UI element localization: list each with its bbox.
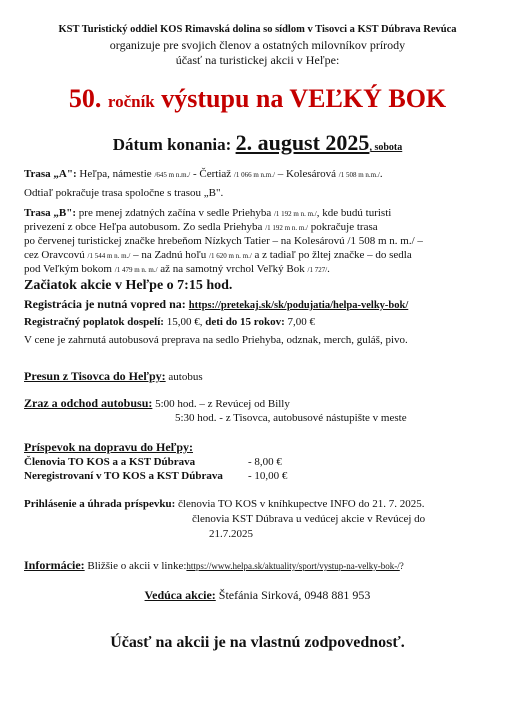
trasa-a-alt: /645 m n.m./	[154, 171, 191, 179]
contribution-label: Príspevok na dopravu do Heľpy:	[24, 440, 193, 454]
meeting-time-2: 5:30 hod. - z Tisovca, autobusové nástupište v meste	[175, 412, 407, 424]
trasa-b-text: privezení z obce Heľpa autobusom. Zo sedla Priehyba	[24, 221, 266, 233]
event-date	[0, 130, 515, 156]
contribution-nonmembers-price: - 10,00 €	[248, 470, 288, 482]
header-organizers: KST Turistický oddiel KOS Rimavská dolina so sídlom v Tisovci a KST Dúbrava Revúca	[58, 24, 457, 35]
leader-value: Štefánia Sirková, 0948 881 953	[215, 588, 371, 602]
trasa-b-alt: /1 620 m n. m./	[209, 252, 252, 260]
title-number: 50.	[68, 84, 102, 113]
trasa-b-alt: /1 192 m n. m./	[273, 210, 317, 218]
trasa-b-text: až na samotný vrchol Veľký Bok	[157, 263, 308, 275]
price-includes: V cene je zahrnutá autobusová preprava na sedlo Priehyba, odznak, merch, guláš, pivo.	[24, 334, 408, 346]
info-tail: ?	[399, 561, 404, 571]
signup-line-2: členovia KST Dúbrava u vedúcej akcie v Revúcej do	[192, 513, 426, 525]
signup-label: Prihlásenie a úhrada príspevku:	[24, 498, 176, 510]
info-link[interactable]: https://www.helpa.sk/aktuality/sport/vystup-na-velky-bok-/	[186, 561, 400, 571]
registration-label: Registrácia je nutná vopred na:	[24, 297, 186, 311]
trasa-a-alt: /1 508 m n.m./	[338, 171, 380, 179]
trasa-b-alt: /1 727/	[307, 266, 328, 274]
contribution-members-price: - 8,00 €	[248, 456, 282, 468]
signup	[24, 498, 425, 510]
trasa-b-label: Trasa „B":	[24, 207, 77, 219]
header-subtitle: organizuje pre svojich členov a ostatných milovníkov prírody	[109, 38, 406, 52]
date-label: Dátum konania:	[112, 135, 232, 154]
meeting	[24, 396, 290, 411]
meeting-time-1: 5:00 hod. – z Revúcej od Billy	[152, 398, 290, 410]
fee-child-label: deti do 15 rokov:	[205, 316, 285, 328]
trasa-b-text: , kde budú turisti	[316, 207, 392, 219]
trasa-b-text: a z tadiaľ po žltej značke – do sedla	[251, 249, 412, 261]
fee-child-value: 7,00 €	[284, 316, 316, 328]
trasa-b-line3: po červenej turistickej značke hrebeňom Nízkych Tatier – na Kolesárovú /1 508 m n. m./ –	[24, 235, 423, 247]
trasa-a-text: – Kolesárová	[274, 168, 339, 180]
trasa-b-text: pokračuje trasa	[307, 221, 378, 233]
trasa-b-line4	[24, 249, 412, 261]
trasa-a	[24, 168, 383, 180]
title-main: výstupu na VEĽKÝ BOK	[161, 84, 447, 113]
info-label: Informácie:	[24, 558, 85, 572]
info	[24, 558, 404, 573]
start-time: Začiatok akcie v Heľpe o 7:15 hod.	[24, 278, 233, 293]
info-text: Bližšie o akcii v linke:	[84, 560, 187, 572]
trasa-a-text: .	[379, 168, 383, 180]
meeting-label: Zraz a odchod autobusu:	[24, 396, 153, 410]
trasa-a-label: Trasa „A":	[24, 168, 77, 180]
trasa-b-text: pod Veľkým bokom	[24, 263, 115, 275]
trasa-b-text: pre menej zdatných začína v sedle Priehyba	[76, 207, 274, 219]
trasa-b-text: – na Zadnú hoľu	[130, 249, 210, 261]
contribution-members: Členovia TO KOS a a KST Dúbrava	[24, 456, 196, 468]
signup-line-3: 21.7.2025	[209, 528, 253, 540]
transfer	[24, 369, 203, 384]
event-title	[0, 84, 515, 114]
responsibility-notice: Účasť na akcii je na vlastnú zodpovednosť.	[110, 634, 405, 651]
trasa-b-text: cez Oravcovú	[24, 249, 88, 261]
transfer-label: Presun z Tisovca do Heľpy:	[24, 369, 166, 383]
trasa-b-line1	[24, 207, 391, 219]
trasa-a-text: Heľpa, námestie	[76, 168, 155, 180]
trasa-b-alt: /1 544 m n. m./	[87, 252, 131, 260]
fee-adult-label: Registračný poplatok dospelí:	[24, 316, 164, 328]
trasa-a-alt: /1 066 m n.m./	[233, 171, 275, 179]
signup-line-1: členovia TO KOS v kníhkupectve INFO do 21. 7. 2025.	[175, 498, 425, 510]
trasa-b-line5	[24, 263, 330, 275]
fee-adult-value: 15,00 €,	[163, 316, 206, 328]
registration-link[interactable]: https://pretekaj.sk/sk/podujatia/helpa-velky-bok/	[188, 300, 409, 311]
registration	[24, 297, 408, 312]
trasa-a-text: - Čertiaž	[190, 168, 234, 180]
trasa-b-text: .	[327, 263, 330, 275]
leader	[0, 588, 515, 603]
trasa-b-alt: /1 479 m n. m./	[114, 266, 158, 274]
title-rocnik: ročník	[107, 92, 155, 111]
contribution-nonmembers: Neregistrovaní v TO KOS a KST Dúbrava	[24, 470, 223, 482]
date-day: , sobota	[369, 142, 403, 153]
trasa-continuation: Odtiaľ pokračuje trasa spoločne s trasou „B".	[24, 187, 224, 199]
leader-label: Vedúca akcie:	[144, 588, 216, 602]
header-event-intro: účasť na turistickej akcii v Heľpe:	[175, 53, 340, 67]
trasa-b-alt: /1 192 m n. m./	[265, 224, 308, 232]
fee	[24, 316, 315, 328]
date-value: 2. august 2025	[235, 130, 370, 155]
trasa-b-line2	[24, 221, 378, 233]
transfer-value: autobus	[165, 371, 203, 383]
